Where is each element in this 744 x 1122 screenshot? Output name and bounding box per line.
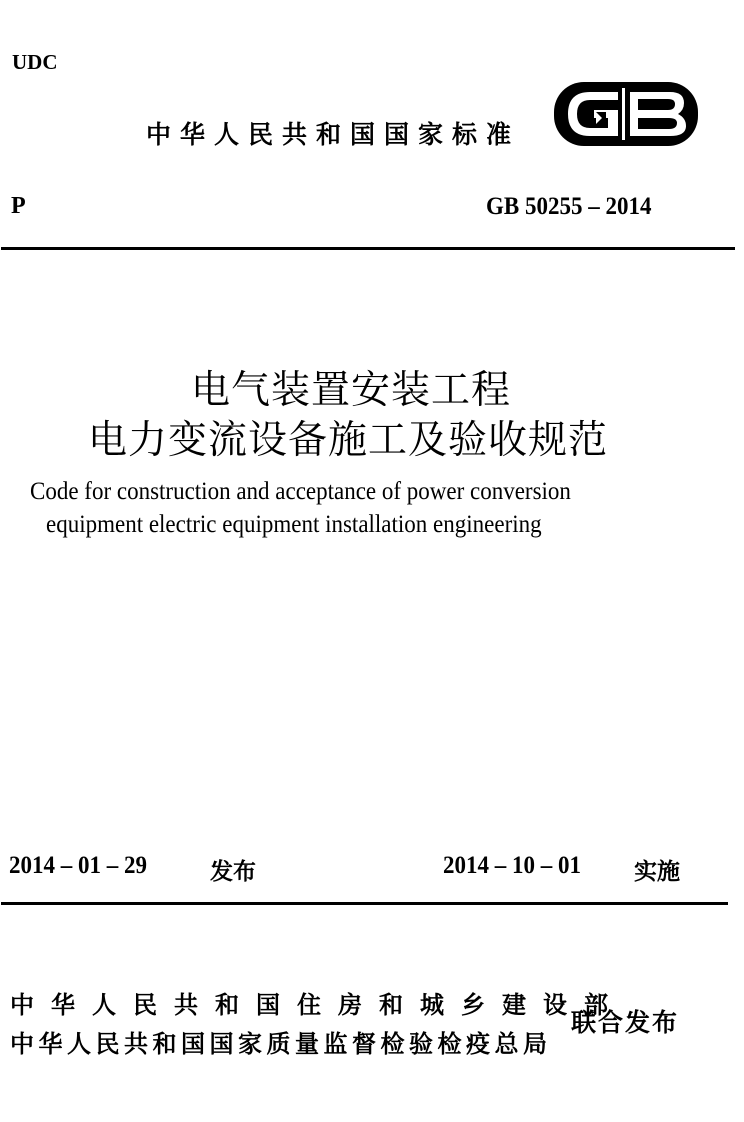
joint-release-label: 联合发布 [571, 1008, 680, 1037]
title-en-line2: equipment electric equipment installation engineering [46, 511, 542, 538]
category-code: P [11, 193, 26, 219]
standard-number: GB 50255 – 2014 [486, 193, 652, 220]
udc-label: UDC [12, 50, 58, 74]
bottom-divider [1, 902, 728, 905]
effective-date: 2014 – 10 – 01 [443, 852, 581, 879]
national-standard-heading: 中华人民共和国国家标准 [146, 120, 521, 149]
title-en-line1: Code for construction and acceptance of power conversion [30, 478, 571, 505]
top-divider [1, 247, 735, 250]
effective-label: 实施 [634, 859, 680, 885]
title-cn-line1: 电气装置安装工程 [190, 368, 511, 413]
release-date: 2014 – 01 – 29 [9, 852, 147, 879]
release-label: 发布 [210, 859, 256, 885]
issuer-ministry-housing: 中华人民共和国住房和城乡建设部 [10, 991, 625, 1019]
title-cn-line2: 电力变流设备施工及验收规范 [87, 418, 608, 463]
issuer-aqsiq: 中华人民共和国国家质量监督检验检疫总局 [10, 1030, 552, 1058]
gb-logo-icon [552, 80, 700, 148]
